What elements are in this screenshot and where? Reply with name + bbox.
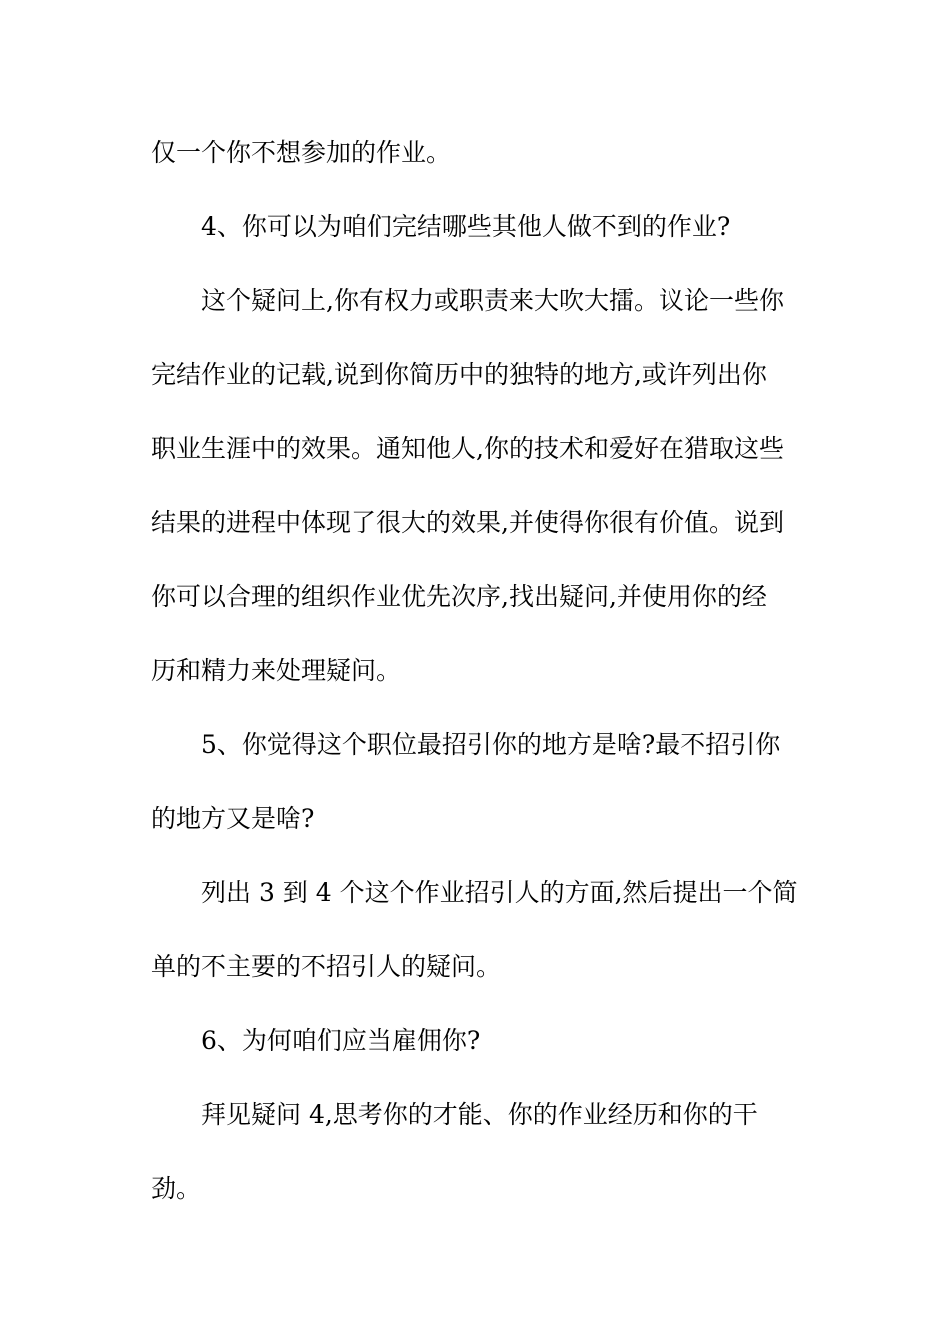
paragraph-line: 结果的进程中体现了很大的效果,并使得你很有价值。说到 <box>151 508 784 537</box>
paragraph-line: 拜见疑问 4,思考你的才能、你的作业经历和你的干 <box>201 1100 758 1129</box>
paragraph-line: 职业生涯中的效果。通知他人,你的技术和爱好在猎取这些 <box>151 434 784 463</box>
paragraph-line: 劲。 <box>151 1174 202 1203</box>
question-heading-5: 5、你觉得这个职位最招引你的地方是啥?最不招引你 <box>201 730 781 759</box>
paragraph-line: 你可以合理的组织作业优先次序,找出疑问,并使用你的经 <box>151 582 767 611</box>
paragraph-line: 完结作业的记载,说到你简历中的独特的地方,或许列出你 <box>151 360 767 389</box>
question-heading-4: 4、你可以为咱们完结哪些其他人做不到的作业? <box>201 212 731 241</box>
question-heading-5-continued: 的地方又是啥? <box>151 804 315 833</box>
paragraph-line: 历和精力来处理疑问。 <box>151 656 402 685</box>
paragraph-line: 仅一个你不想参加的作业。 <box>151 138 452 167</box>
paragraph-line: 单的不主要的不招引人的疑问。 <box>151 952 502 981</box>
paragraph-line: 列出 3 到 4 个这个作业招引人的方面,然后提出一个简 <box>201 878 798 907</box>
question-heading-6: 6、为何咱们应当雇佣你? <box>201 1026 481 1055</box>
paragraph-line: 这个疑问上,你有权力或职责来大吹大擂。议论一些你 <box>201 286 784 315</box>
